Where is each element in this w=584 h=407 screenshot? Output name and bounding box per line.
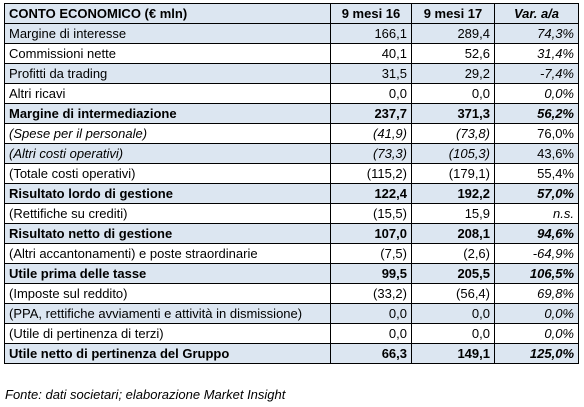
row-yoy-change: 43,6%	[495, 144, 579, 164]
row-value-2017: 192,2	[412, 184, 495, 204]
table-row	[5, 264, 579, 284]
table-row	[5, 204, 579, 224]
row-yoy-change: 0,0%	[495, 84, 579, 104]
row-label: (Utile di pertinenza di terzi)	[5, 324, 331, 344]
row-yoy-change: 0,0%	[495, 324, 579, 344]
row-yoy-change: 76,0%	[495, 124, 579, 144]
row-value-2016: 99,5	[331, 264, 412, 284]
table-row	[5, 104, 579, 124]
row-value-2017: 205,5	[412, 264, 495, 284]
row-value-2016: 40,1	[331, 44, 412, 64]
row-yoy-change: -7,4%	[495, 64, 579, 84]
row-value-2017: (105,3)	[412, 144, 495, 164]
table-row	[5, 164, 579, 184]
header-9-months-16: 9 mesi 16	[331, 4, 412, 24]
table-row	[5, 244, 579, 264]
header-yoy-change: Var. a/a	[495, 4, 579, 24]
row-yoy-change: 106,5%	[495, 264, 579, 284]
row-value-2017: 52,6	[412, 44, 495, 64]
row-value-2017: (73,8)	[412, 124, 495, 144]
table-row	[5, 64, 579, 84]
table-row	[5, 124, 579, 144]
row-value-2017: 0,0	[412, 324, 495, 344]
row-label: (Imposte sul reddito)	[5, 284, 331, 304]
row-yoy-change: 69,8%	[495, 284, 579, 304]
table-row	[5, 344, 579, 364]
row-value-2017: (2,6)	[412, 244, 495, 264]
row-label: Margine di intermediazione	[5, 104, 331, 124]
row-label: (Totale costi operativi)	[5, 164, 331, 184]
header-label: CONTO ECONOMICO (€ mln)	[5, 4, 331, 24]
row-label: Altri ricavi	[5, 84, 331, 104]
table-row	[5, 304, 579, 324]
row-value-2017: 289,4	[412, 24, 495, 44]
row-yoy-change: 125,0%	[495, 344, 579, 364]
table-row	[5, 184, 579, 204]
row-value-2016: 31,5	[331, 64, 412, 84]
row-label: Risultato lordo di gestione	[5, 184, 331, 204]
row-value-2017: 29,2	[412, 64, 495, 84]
table-row	[5, 324, 579, 344]
row-label: (PPA, rettifiche avviamenti e attività in dismissione)	[5, 304, 331, 324]
income-statement-table	[4, 3, 579, 364]
row-value-2016: (15,5)	[331, 204, 412, 224]
row-label: Utile prima delle tasse	[5, 264, 331, 284]
table-row	[5, 24, 579, 44]
row-value-2017: 208,1	[412, 224, 495, 244]
row-value-2017: (179,1)	[412, 164, 495, 184]
row-value-2016: 166,1	[331, 24, 412, 44]
row-value-2016: 66,3	[331, 344, 412, 364]
row-value-2016: 122,4	[331, 184, 412, 204]
row-label: (Altri costi operativi)	[5, 144, 331, 164]
row-value-2017: 15,9	[412, 204, 495, 224]
row-label: (Altri accantonamenti) e poste straordinarie	[5, 244, 331, 264]
row-label: (Spese per il personale)	[5, 124, 331, 144]
row-yoy-change: 94,6%	[495, 224, 579, 244]
row-label: Margine di interesse	[5, 24, 331, 44]
row-value-2016: 0,0	[331, 324, 412, 344]
row-yoy-change: 57,0%	[495, 184, 579, 204]
header-9-months-17: 9 mesi 17	[412, 4, 495, 24]
row-value-2016: 237,7	[331, 104, 412, 124]
row-value-2016: 0,0	[331, 84, 412, 104]
row-yoy-change: n.s.	[495, 204, 579, 224]
row-value-2016: 107,0	[331, 224, 412, 244]
row-yoy-change: 56,2%	[495, 104, 579, 124]
row-label: Utile netto di pertinenza del Gruppo	[5, 344, 331, 364]
table-row	[5, 44, 579, 64]
row-yoy-change: -64,9%	[495, 244, 579, 264]
row-value-2017: 0,0	[412, 304, 495, 324]
row-label: Commissioni nette	[5, 44, 331, 64]
row-yoy-change: 74,3%	[495, 24, 579, 44]
row-value-2016: (115,2)	[331, 164, 412, 184]
row-label: Profitti da trading	[5, 64, 331, 84]
row-yoy-change: 55,4%	[495, 164, 579, 184]
row-label: (Rettifiche su crediti)	[5, 204, 331, 224]
table-row	[5, 84, 579, 104]
row-value-2016: 0,0	[331, 304, 412, 324]
row-value-2017: 371,3	[412, 104, 495, 124]
row-value-2016: (33,2)	[331, 284, 412, 304]
row-yoy-change: 0,0%	[495, 304, 579, 324]
table-row	[5, 224, 579, 244]
row-yoy-change: 31,4%	[495, 44, 579, 64]
table-row	[5, 284, 579, 304]
row-value-2017: 149,1	[412, 344, 495, 364]
row-value-2016: (73,3)	[331, 144, 412, 164]
row-label: Risultato netto di gestione	[5, 224, 331, 244]
source-note: Fonte: dati societari; elaborazione Market Insight	[5, 387, 286, 402]
table-header-row	[5, 4, 579, 24]
row-value-2017: 0,0	[412, 84, 495, 104]
table-row	[5, 144, 579, 164]
row-value-2017: (56,4)	[412, 284, 495, 304]
row-value-2016: (7,5)	[331, 244, 412, 264]
row-value-2016: (41,9)	[331, 124, 412, 144]
